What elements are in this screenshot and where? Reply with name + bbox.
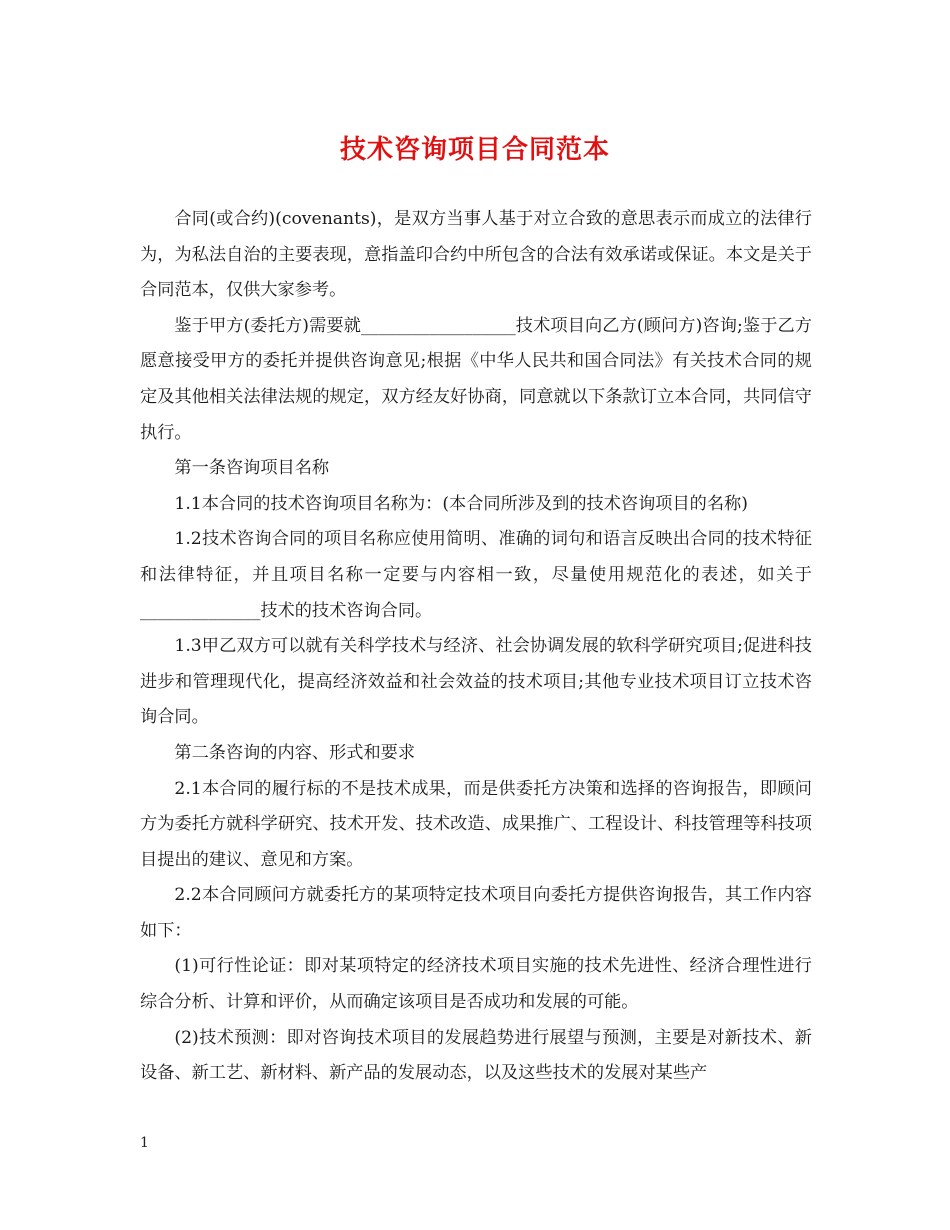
item-feasibility: (1)可行性论证：即对某项特定的经济技术项目实施的技术先进性、经济合理性进行综合分析、计算和评价，从而确定该项目是否成功和发展的可能。: [140, 956, 812, 1013]
document-title: 技术咨询项目合同范本: [339, 135, 610, 165]
paragraph-preamble: 鉴于甲方(委托方)需要就__________________技术项目向乙方(顾问方)咨询;鉴于乙方愿意接受甲方的委托并提供咨询意见;根据《中华人民共和国合同法》有关技术合同的规定及其他相关法律法规的规定，双方经友好协商，同意就以下条款订立本合同，共同信守执行。: [140, 315, 812, 443]
document-body: [140, 202, 812, 1092]
article-2-heading: 第二条咨询的内容、形式和要求: [174, 742, 416, 763]
item-forecast: (2)技术预测：即对咨询技术项目的发展趋势进行展望与预测，主要是对新技术、新设备、新工艺、新材料、新产品的发展动态，以及这些技术的发展对某些产: [140, 1027, 812, 1084]
clause-1-3: 1.3甲乙双方可以就有关科学技术与经济、社会协调发展的软科学研究项目;促进科技进步和管理现代化，提高经济效益和社会效益的技术项目;其他专业技术项目订立技术咨询合同。: [140, 636, 812, 728]
article-1-heading: 第一条咨询项目名称: [174, 458, 330, 479]
clause-1-1: 1.1本合同的技术咨询项目名称为：(本合同所涉及到的技术咨询项目的名称): [174, 493, 748, 514]
clause-1-2: 1.2技术咨询合同的项目名称应使用简明、准确的词句和语言反映出合同的技术特征和法律特征，并且项目名称一定要与内容相一致，尽量使用规范化的表述，如关于______________技术的技术咨询合同。: [140, 529, 812, 621]
page-number: 1: [140, 1135, 149, 1151]
paragraph-intro: 合同(或合约)(covenants)，是双方当事人基于对立合致的意思表示而成立的法律行为，为私法自治的主要表现，意指盖印合约中所包含的合法有效承诺或保证。本文是关于合同范本，仅供大家参考。: [140, 209, 812, 301]
clause-2-2: 2.2本合同顾问方就委托方的某项特定技术项目向委托方提供咨询报告，其工作内容如下：: [140, 885, 812, 941]
clause-2-1: 2.1本合同的履行标的不是技术成果，而是供委托方决策和选择的咨询报告，即顾问方为委托方就科学研究、技术开发、技术改造、成果推广、工程设计、科技管理等科技项目提出的建议、意见和方案。: [140, 778, 812, 870]
